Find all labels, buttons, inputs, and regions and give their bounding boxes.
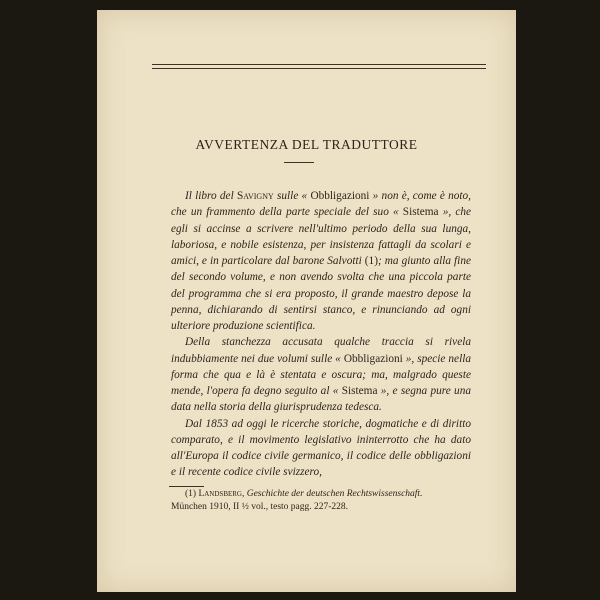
quoted-title: Obbligazioni <box>310 190 370 202</box>
paragraph-2-text: », e segna pure una data nella storia della giurisprudenza tedesca. <box>171 385 471 414</box>
paragraph-2-text: », specie nella forma che qua e là è stentata e oscura; ma, malgrado queste mende, l'opera fa degno seguito al « <box>171 352 471 397</box>
paragraph-1-text: » non è, come è noto, che un frammento della parte speciale del suo « <box>171 190 472 219</box>
book-page <box>97 10 516 592</box>
quoted-title: Sistema <box>341 385 378 397</box>
footnote-marker: (1) <box>185 489 197 499</box>
paragraph-1-text: sulle « <box>273 190 311 202</box>
top-rule <box>152 64 486 69</box>
heading-rule <box>284 162 314 163</box>
footnote-line-2: München 1910, II ½ vol., testo pagg. 227-228. <box>171 501 349 512</box>
paragraph-1-text: ; ma giunto alla fine del secondo volume, e non avendo svolta che una piccola parte del programma che si era proposto, il grande maestro depose la penna, dichiarando di sentirsi stanco, e rinunciando ad ogni ulteriore produzione scientifica. <box>171 255 471 332</box>
paragraph-1 <box>171 188 471 334</box>
paragraph-1-text: », che egli si accinse a scrivere nell'ultimo periodo della sua lunga, laboriosa, e nobile esistenza, per insistenza fattagli da scolari e amici, e in particolare dal barone Salvotti <box>171 206 471 267</box>
body-text <box>171 188 471 481</box>
page-heading: AVVERTENZA DEL TRADUTTORE <box>195 137 418 152</box>
paragraph-1-text: Il libro del <box>185 190 237 202</box>
author-name: Savigny <box>236 190 274 202</box>
footnote-line-1 <box>171 488 471 501</box>
paragraph-2-text: Della stanchezza accusata qualche traccia si rivela indubbiamente nei due volumi sulle « <box>171 336 471 365</box>
quoted-title: Obbligazioni <box>343 352 403 365</box>
quoted-title: Sistema <box>402 206 439 219</box>
footnote-author: Landsberg, <box>198 489 245 499</box>
paragraph-2 <box>171 334 471 415</box>
footnote-reference: (1) <box>364 255 378 267</box>
footnote-rule <box>169 486 204 487</box>
footnote <box>171 488 471 513</box>
footnote-title: Geschichte der deutschen Rechtswissenschaft. <box>246 489 423 499</box>
paragraph-3: Dal 1853 ad oggi le ricerche storiche, dogmatiche e di diritto comparato, e il movimento legislativo ininterrotto che ha dato all'Europa il codice civile germanico, il codice delle obbligazioni e il recente codice civile svizzero, <box>171 417 471 479</box>
